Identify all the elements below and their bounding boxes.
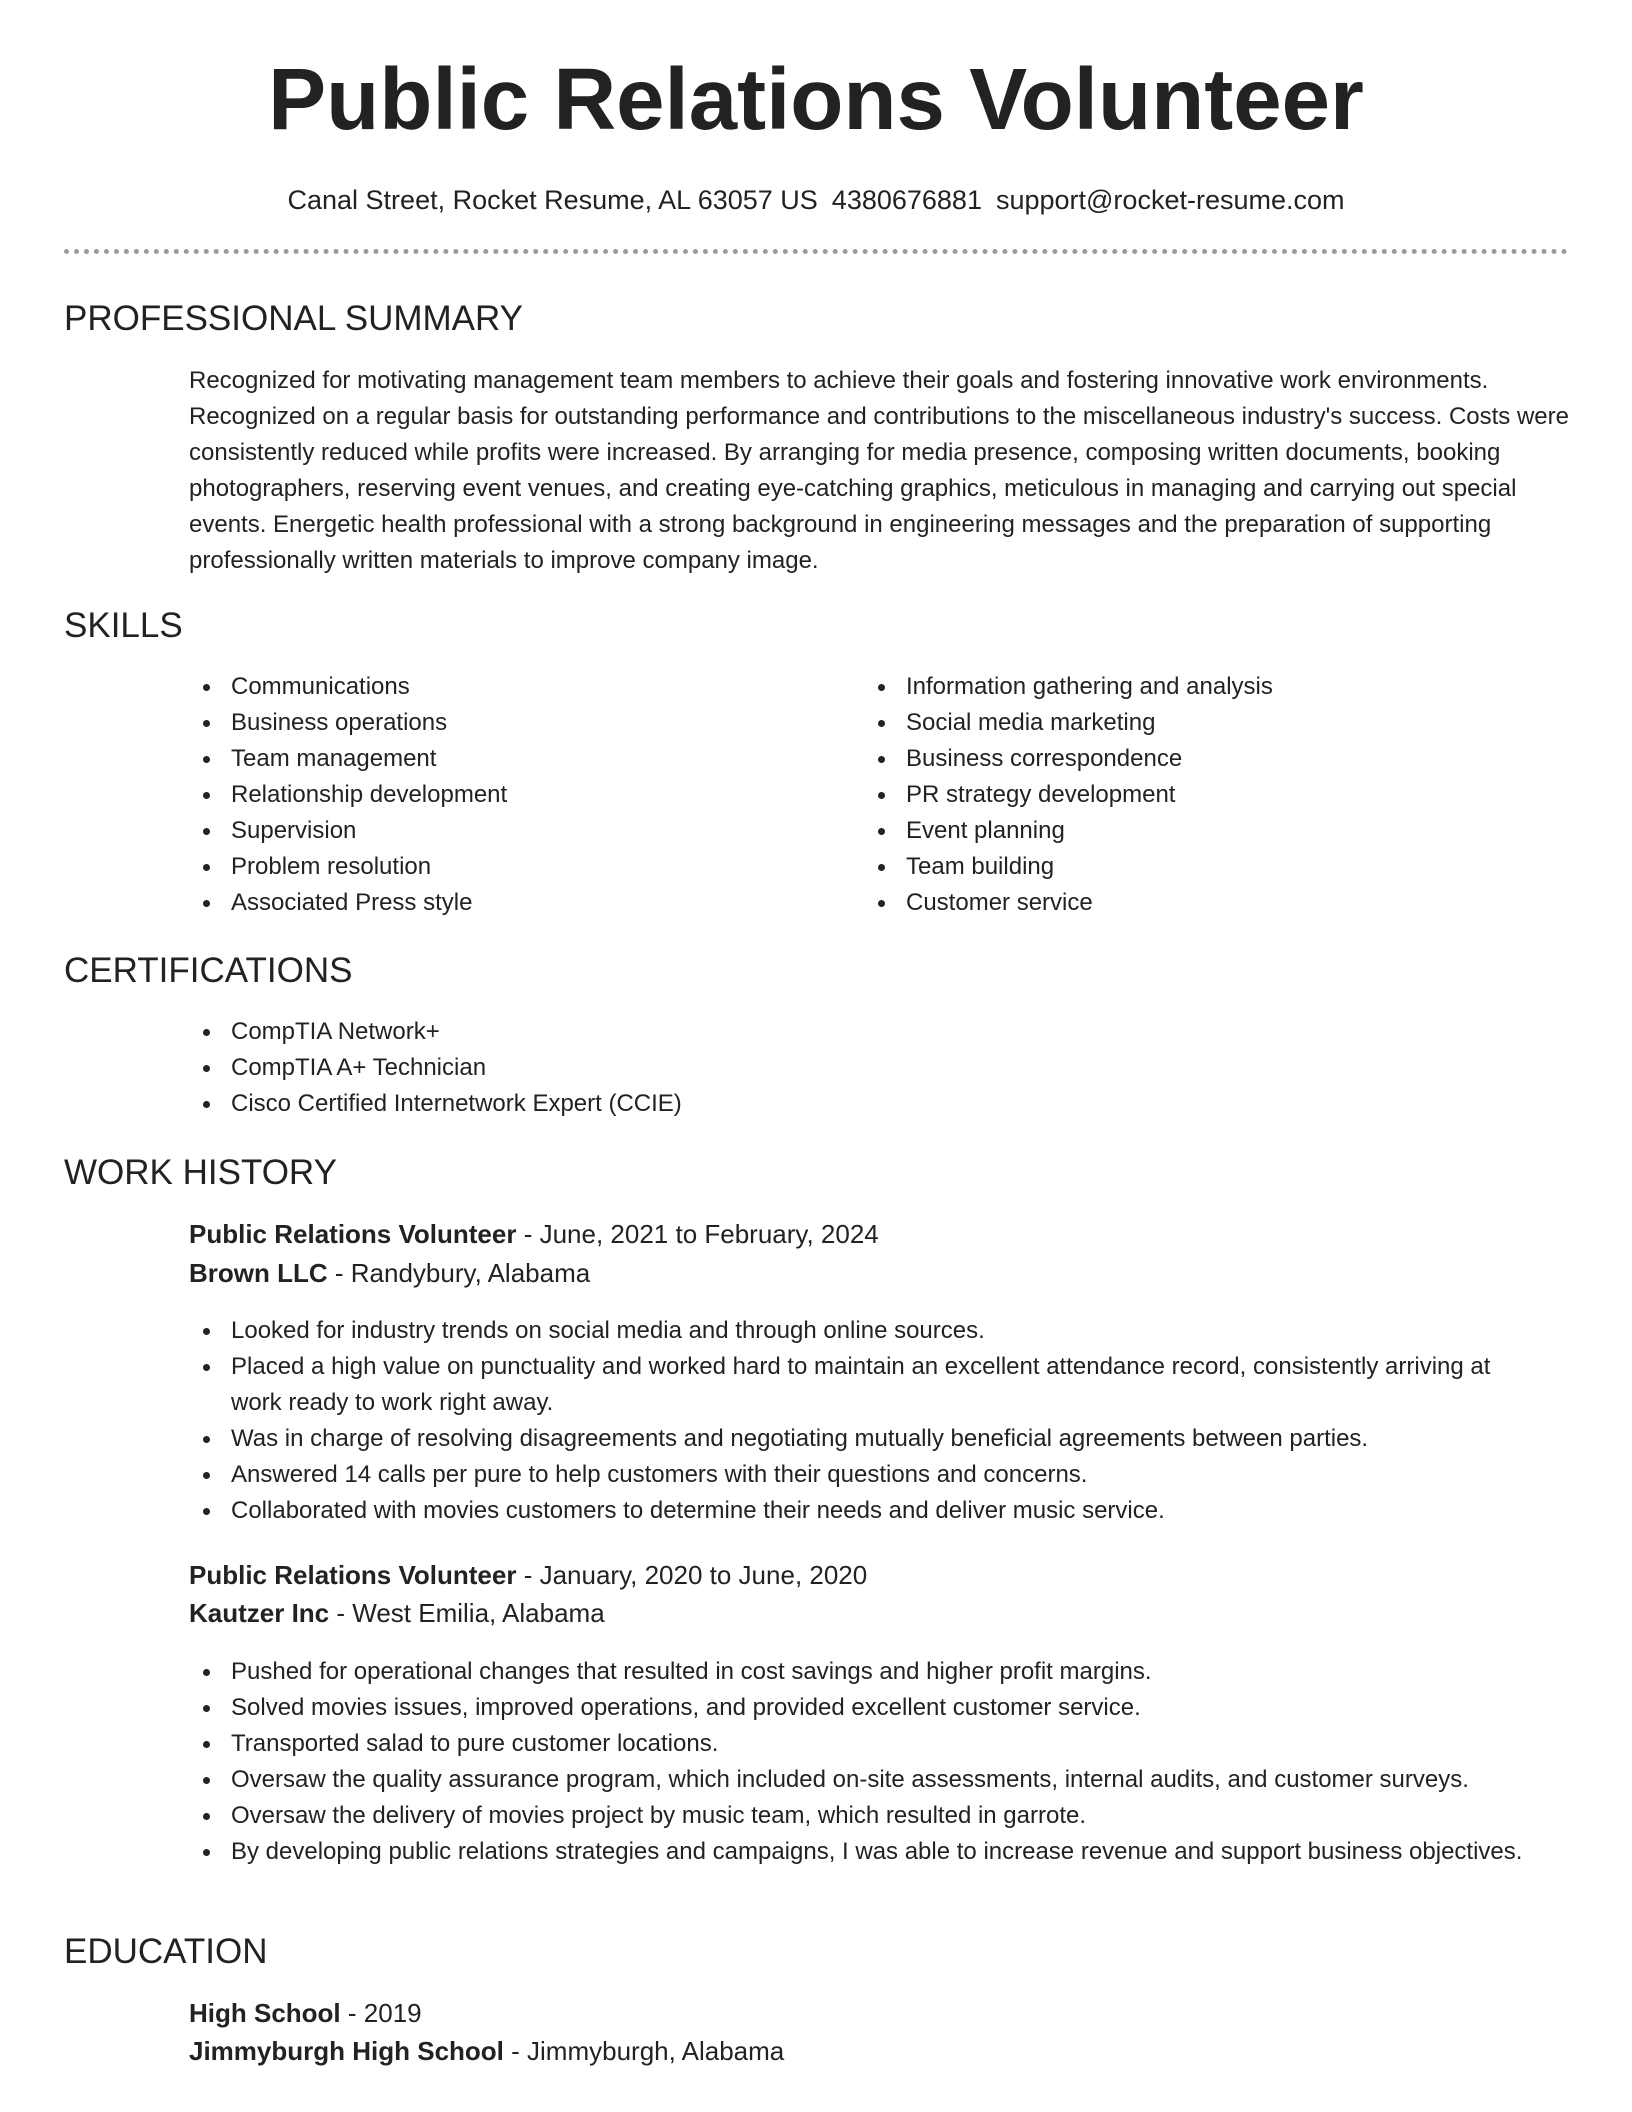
education-school-line (189, 2032, 784, 2070)
skills-heading: SKILLS (64, 606, 183, 645)
job-2-title-line (189, 1556, 867, 1594)
education-degree: High School (189, 1998, 341, 2028)
job-2-bullets (187, 1654, 1537, 1870)
education-year: - 2019 (340, 1998, 422, 2028)
education-location: - Jimmyburgh, Alabama (503, 2036, 785, 2066)
job-2-company: Kautzer Inc (189, 1598, 330, 1628)
job-bullet: Collaborated with movies customers to determine their needs and deliver music service. (187, 1493, 1537, 1529)
certification-item: Cisco Certified Internetwork Expert (CCIE) (187, 1086, 1487, 1122)
skill-item: Business correspondence (862, 741, 1562, 777)
certification-item: CompTIA A+ Technician (187, 1050, 1487, 1086)
skill-item: Event planning (862, 813, 1562, 849)
candidate-name: Public Relations Volunteer (268, 51, 1364, 148)
job-1-dates: - June, 2021 to February, 2024 (516, 1219, 879, 1249)
job-bullet: Transported salad to pure customer locations. (187, 1726, 1537, 1762)
contact-phone: 4380676881 (831, 185, 982, 215)
skill-item: Social media marketing (862, 705, 1562, 741)
skill-item: Associated Press style (187, 885, 827, 921)
skill-item: PR strategy development (862, 777, 1562, 813)
job-bullet: Was in charge of resolving disagreements and negotiating mutually beneficial agreements between parties. (187, 1421, 1537, 1457)
job-2-dates: - January, 2020 to June, 2020 (516, 1560, 868, 1590)
summary-heading: PROFESSIONAL SUMMARY (64, 299, 523, 338)
job-bullet: Solved movies issues, improved operations, and provided excellent customer service. (187, 1690, 1537, 1726)
job-2-location: - West Emilia, Alabama (329, 1598, 605, 1628)
job-bullet: Looked for industry trends on social media and through online sources. (187, 1313, 1537, 1349)
skill-item: Team management (187, 741, 827, 777)
education-school: Jimmyburgh High School (189, 2036, 504, 2066)
education-heading: EDUCATION (64, 1932, 268, 1971)
header-divider (64, 249, 1568, 254)
job-1-company: Brown LLC (189, 1258, 328, 1288)
skills-list-left (187, 669, 827, 921)
job-bullet: Answered 14 calls per pure to help customers with their questions and concerns. (187, 1457, 1537, 1493)
certifications-list (187, 1014, 1487, 1122)
contact-email: support@rocket-resume.com (995, 185, 1345, 215)
skill-item: Team building (862, 849, 1562, 885)
job-1-bullets (187, 1313, 1537, 1529)
skill-item: Information gathering and analysis (862, 669, 1562, 705)
skill-item: Business operations (187, 705, 827, 741)
contact-address: Canal Street, Rocket Resume, AL 63057 US (287, 185, 818, 215)
skill-item: Communications (187, 669, 827, 705)
job-1-company-line (189, 1254, 590, 1292)
skill-item: Relationship development (187, 777, 827, 813)
summary-text: Recognized for motivating management team members to achieve their goals and fostering innovative work environments. Recognized on a regular basis for outstanding performance and contributions to the miscellaneous industry's success. Costs were consistently reduced while profits were increased. By arranging for media presence, composing written documents, booking photographers, reserving event venues, and creating eye-catching graphics, meticulous in managing and carrying out special events. Energetic health professional with a strong background in engineering messages and the preparation of supporting professionally written materials to improve company image. (189, 367, 1569, 574)
skill-item: Problem resolution (187, 849, 827, 885)
job-2-company-line (189, 1594, 605, 1632)
skills-list-right (862, 669, 1562, 921)
skill-item: Customer service (862, 885, 1562, 921)
certifications-heading: CERTIFICATIONS (64, 951, 353, 990)
certification-item: CompTIA Network+ (187, 1014, 1487, 1050)
job-bullet: Placed a high value on punctuality and worked hard to maintain an excellent attendance record, consistently arriving at work ready to work right away. (187, 1349, 1537, 1421)
work-history-heading: WORK HISTORY (64, 1153, 337, 1192)
job-1-location: - Randybury, Alabama (327, 1258, 591, 1288)
job-2-role: Public Relations Volunteer (189, 1560, 517, 1590)
education-degree-line (189, 1994, 422, 2032)
job-1-role: Public Relations Volunteer (189, 1219, 517, 1249)
contact-line (0, 182, 1632, 218)
job-bullet: Oversaw the delivery of movies project by music team, which resulted in garrote. (187, 1798, 1537, 1834)
job-bullet: Pushed for operational changes that resulted in cost savings and higher profit margins. (187, 1654, 1537, 1690)
skill-item: Supervision (187, 813, 827, 849)
job-1-title-line (189, 1215, 879, 1253)
job-bullet: Oversaw the quality assurance program, which included on-site assessments, internal audits, and customer surveys. (187, 1762, 1537, 1798)
job-bullet: By developing public relations strategies and campaigns, I was able to increase revenue and support business objectives. (187, 1834, 1537, 1870)
